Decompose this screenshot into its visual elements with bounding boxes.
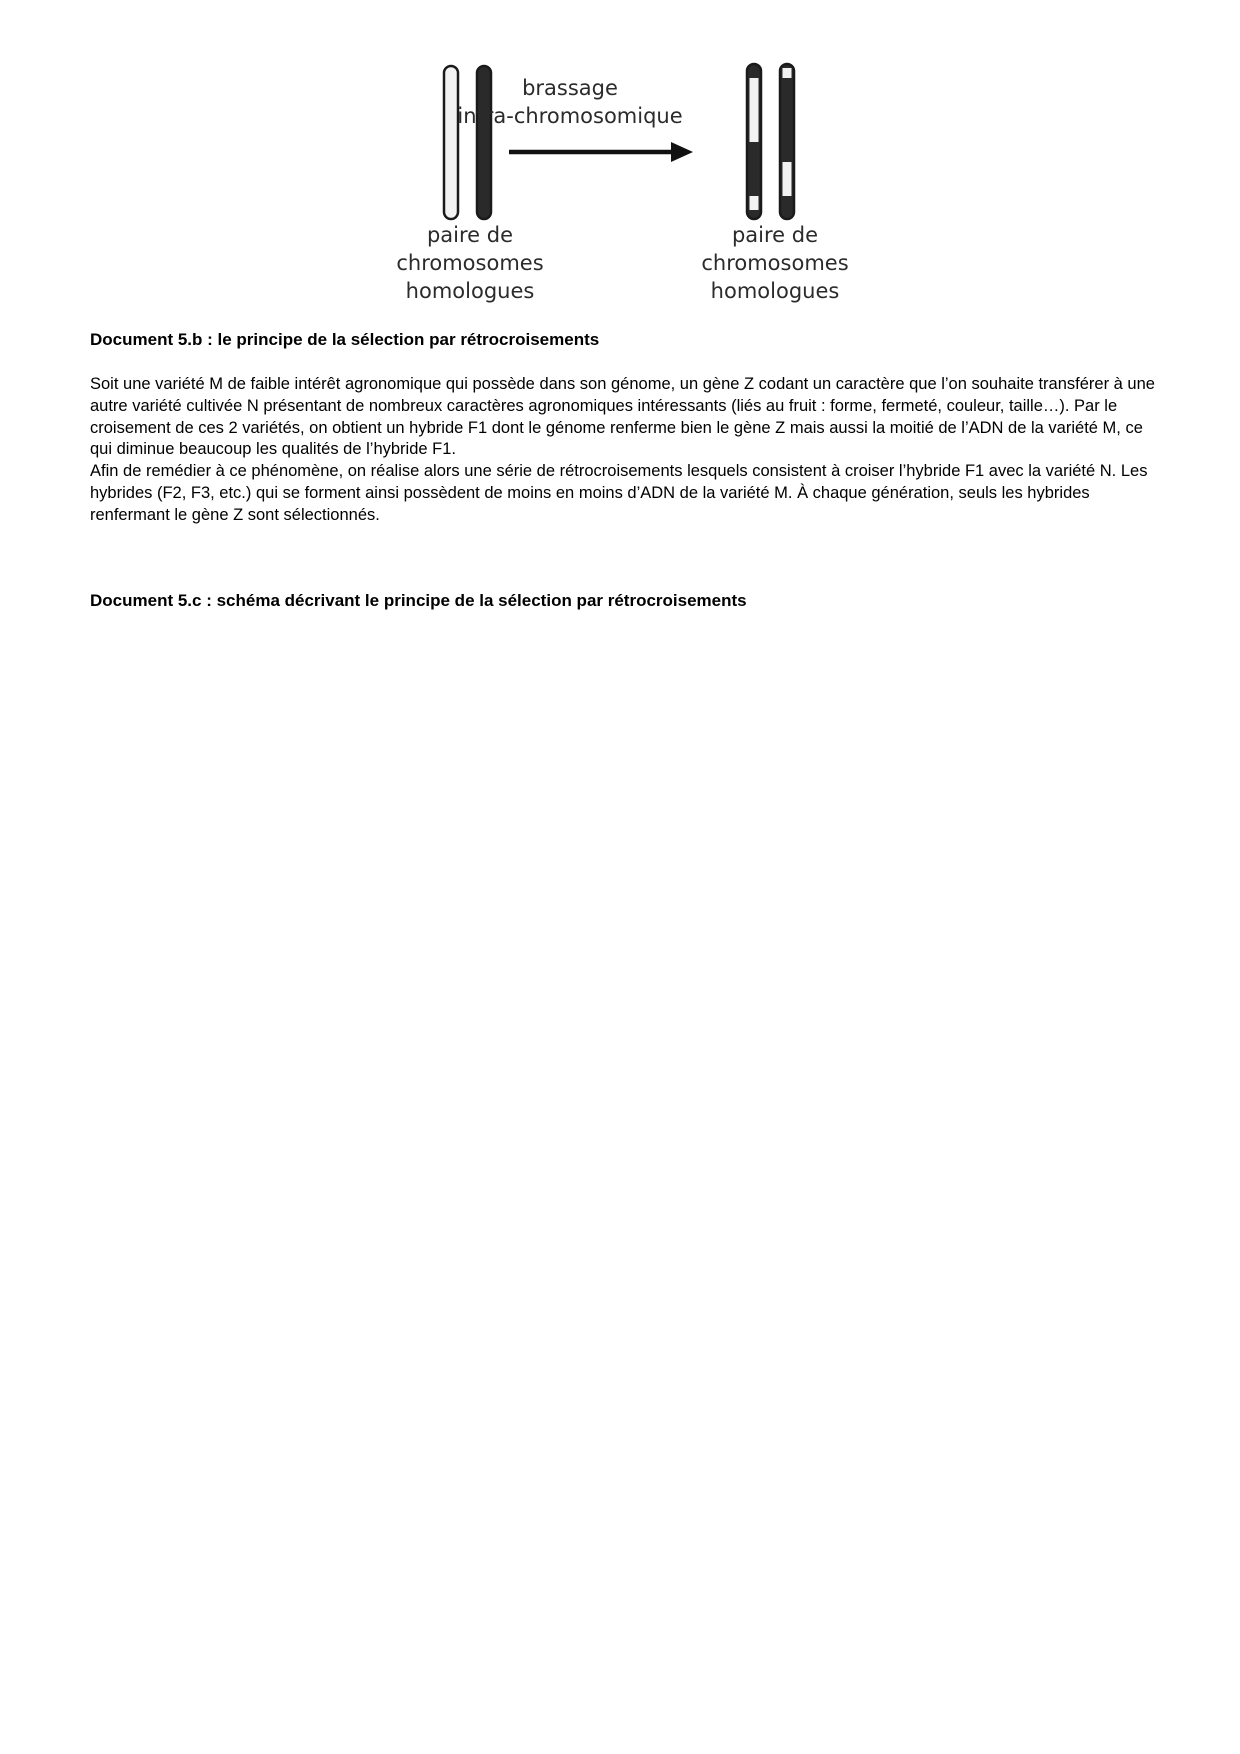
chromosome-crossover-figure xyxy=(385,50,855,310)
document-5c-heading: Document 5.c : schéma décrivant le principe de la sélection par rétrocroisements xyxy=(90,591,747,610)
document-5b-paragraph-2: Afin de remédier à ce phénomène, on réalise alors une série de rétrocroisements lesquels consistent à croiser l’hybride F1 avec la variété N. Les hybrides (F2, F3, etc.) qui se forment ainsi possèdent de moins en moins d’ADN de la variété M. À chaque génération, seuls les hybrides renfermant le gène Z sont sélectionnés. xyxy=(90,462,1148,524)
right-recombined-chromosome-2 xyxy=(780,64,794,219)
document-5b-body xyxy=(90,374,1160,527)
document-5b-paragraph-1: Soit une variété M de faible intérêt agronomique qui possède dans son génome, un gène Z codant un caractère que l’on souhaite transférer à une autre variété cultivée N présentant de nombreux caractères agronomiques intéressants (liés au fruit : forme, fermeté, couleur, taille…). Par le croisement de ces 2 variétés, on obtient un hybride F1 dont le génome renferme bien le gène Z mais aussi la moitié de l’ADN de la variété M, ce qui diminue beaucoup les qualités de l’hybride F1. xyxy=(90,375,1155,459)
right-pair-caption-line-2: chromosomes xyxy=(701,251,849,275)
document-5b-heading: Document 5.b : le principe de la sélection par rétrocroisements xyxy=(90,330,600,349)
right-pair-caption-line-1: paire de xyxy=(731,223,819,247)
crossover-label xyxy=(455,74,685,130)
left-pair-caption xyxy=(385,221,555,305)
right-pair-caption xyxy=(690,221,860,305)
arrow-icon xyxy=(509,142,693,162)
crossover-label-line-1: brassage xyxy=(522,76,618,100)
crossover-label-line-2: intra-chromosomique xyxy=(457,104,683,128)
left-pair-caption-line-2: chromosomes xyxy=(396,251,544,275)
right-pair-caption-line-3: homologues xyxy=(710,279,840,303)
left-pair-caption-line-3: homologues xyxy=(405,279,535,303)
right-recombined-chromosome-1 xyxy=(747,64,761,219)
left-pair-caption-line-1: paire de xyxy=(426,223,514,247)
